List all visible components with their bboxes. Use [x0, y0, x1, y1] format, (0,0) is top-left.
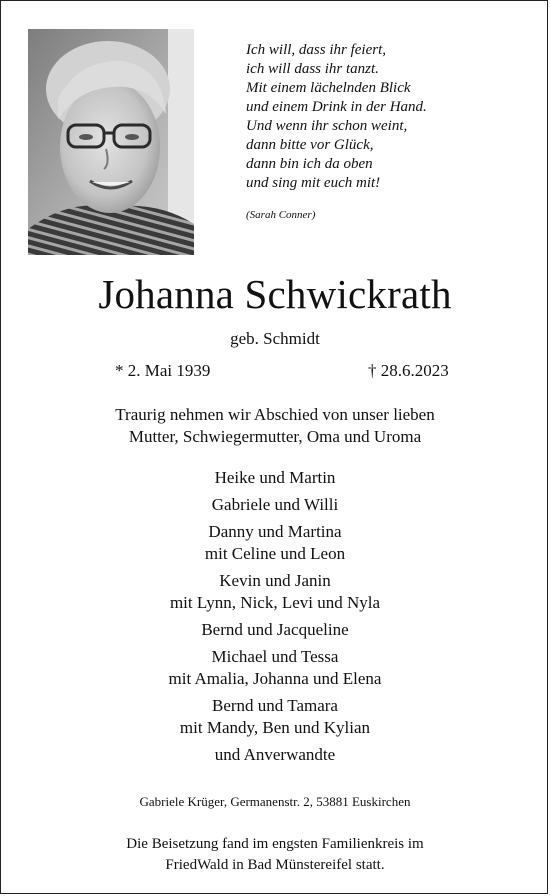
death-date: † 28.6.2023 [368, 361, 449, 380]
mourner-line: Heike und Martin [214, 468, 336, 487]
poem-line: dann bin ich da oben [246, 156, 373, 172]
mourner-line: mit Lynn, Nick, Levi und Nyla [169, 593, 381, 612]
mourner-line: Gabriele und Willi [211, 495, 339, 514]
mourner-group [1, 619, 548, 641]
farewell-line: Mutter, Schwiegermutter, Oma und Uroma [128, 427, 422, 446]
portrait-photo [28, 29, 194, 255]
mourner-line: mit Amalia, Johanna und Elena [168, 669, 382, 688]
mourner-line: mit Celine und Leon [204, 544, 346, 563]
poem-line: Und wenn ihr schon weint, [246, 118, 408, 134]
poem-line: und sing mit euch mit! [246, 175, 381, 191]
mourner-line: Bernd und Tamara [212, 696, 338, 715]
mourner-line: und Anverwandte [214, 745, 336, 764]
poem-line: und einem Drink in der Hand. [246, 99, 427, 115]
mourner-group [1, 521, 548, 565]
poem-line: dann bitte vor Glück, [246, 137, 374, 153]
burial-line: FriedWald in Bad Münstereifel statt. [165, 857, 385, 873]
farewell-text [1, 404, 548, 448]
mourner-line: Kevin und Janin [219, 571, 331, 590]
mourner-line: Michael und Tessa [211, 647, 339, 666]
farewell-line: Traurig nehmen wir Abschied von unser lieben [115, 405, 435, 424]
birth-date: * 2. Mai 1939 [115, 361, 211, 380]
mourner-line: mit Mandy, Ben und Kylian [179, 718, 371, 737]
mourners-list [1, 467, 548, 771]
mourner-line: Bernd und Jacqueline [201, 620, 349, 639]
burial-note [1, 834, 548, 876]
poem-line: Mit einem lächelnden Blick [246, 80, 411, 96]
mourner-group [1, 467, 548, 489]
deceased-name: Johanna Schwickrath [98, 271, 452, 317]
mourner-group [1, 744, 548, 766]
mourner-group [1, 570, 548, 614]
poem [246, 41, 536, 222]
burial-line: Die Beisetzung fand im engsten Familienkreis im [126, 836, 424, 852]
poem-line: ich will dass ihr tanzt. [246, 61, 379, 77]
mourner-group [1, 646, 548, 690]
poem-author: (Sarah Conner) [246, 209, 316, 221]
maiden-name: geb. Schmidt [230, 329, 320, 348]
mourner-line: Danny und Martina [208, 522, 342, 541]
mourner-group [1, 494, 548, 516]
mourner-group [1, 695, 548, 739]
poem-line: Ich will, dass ihr feiert, [246, 42, 386, 58]
contact-address: Gabriele Krüger, Germanenstr. 2, 53881 Euskirchen [139, 794, 411, 809]
